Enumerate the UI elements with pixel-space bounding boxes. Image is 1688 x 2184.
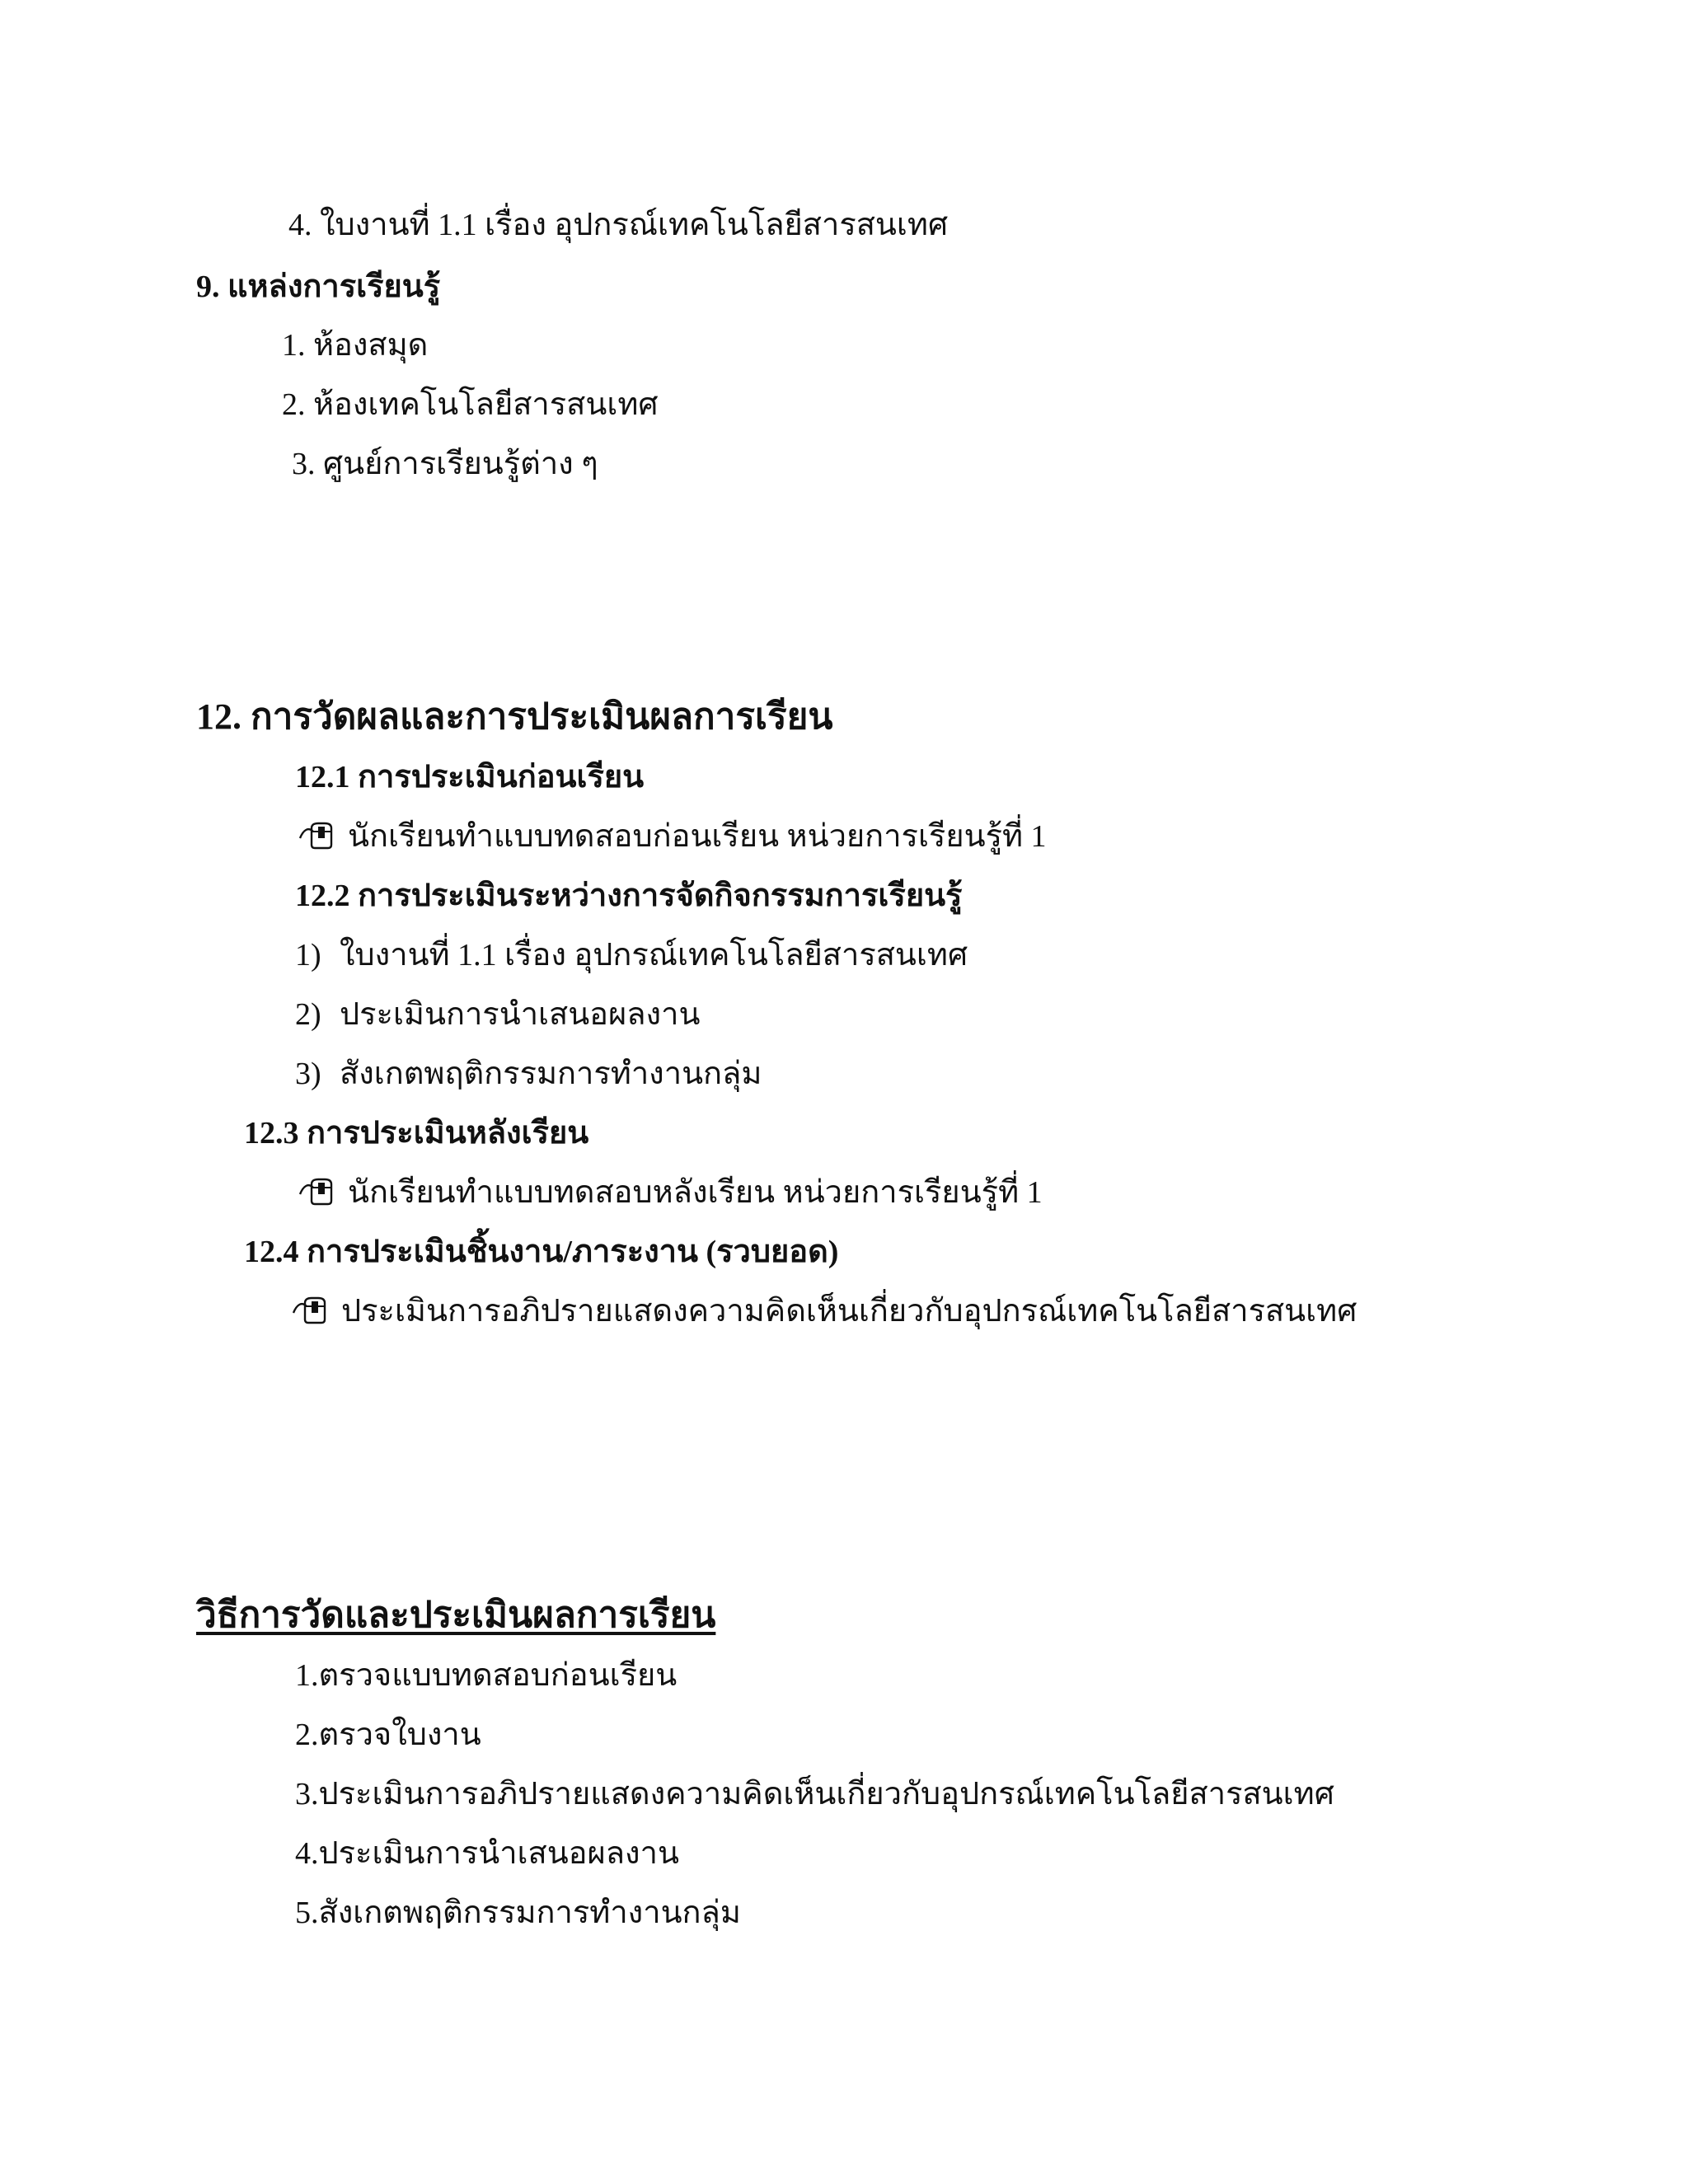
section-12-heading: 12. การวัดผลและการประเมินผลการเรียน <box>196 696 833 737</box>
list-item <box>295 940 968 971</box>
section-9-heading: 9. แหล่งการเรียนรู้ <box>196 269 441 304</box>
resource-item: 2. ห้องเทคโนโลยีสารสนเทศ <box>282 387 659 422</box>
item-text: นักเรียนทำแบบทดสอบหลังเรียน หน่วยการเรียนรู้ที่ 1 <box>348 1175 1043 1210</box>
list-item <box>295 1058 762 1090</box>
item-number: 3) <box>295 1057 321 1091</box>
item-number: 2) <box>295 997 321 1032</box>
item-text: นักเรียนทำแบบทดสอบก่อนเรียน หน่วยการเรียนรู้ที่ 1 <box>348 819 1047 854</box>
subsection-12-3-heading: 12.3 การประเมินหลังเรียน <box>244 1116 589 1151</box>
subsection-12-2-heading: 12.2 การประเมินระหว่างการจัดกิจกรรมการเรียนรู้ <box>295 879 963 913</box>
mouse-pointer-icon <box>298 1178 336 1206</box>
method-item: 2.ตรวจใบงาน <box>295 1718 481 1752</box>
method-item: 5.สังเกตพฤติกรรมการทำงานกลุ่ม <box>295 1896 741 1930</box>
item-text: ประเมินการอภิปรายแสดงความคิดเห็นเกี่ยวกับอุปกรณ์เทคโนโลยีสารสนเทศ <box>341 1294 1357 1329</box>
subsection-12-4-item <box>292 1296 1357 1327</box>
item-text: สังเกตพฤติกรรมการทำงานกลุ่ม <box>340 1057 762 1091</box>
top-list-item: 4. ใบงานที่ 1.1 เรื่อง อุปกรณ์เทคโนโลยีสารสนเทศ <box>288 208 949 242</box>
item-number: 1) <box>295 938 321 972</box>
method-item: 1.ตรวจแบบทดสอบก่อนเรียน <box>295 1658 678 1693</box>
item-text: ใบงานที่ 1.1 เรื่อง อุปกรณ์เทคโนโลยีสารสนเทศ <box>340 938 968 972</box>
method-item: 4.ประเมินการนำเสนอผลงาน <box>295 1836 679 1871</box>
method-item: 3.ประเมินการอภิปรายแสดงความคิดเห็นเกี่ยวกับอุปกรณ์เทคโนโลยีสารสนเทศ <box>295 1777 1334 1811</box>
mouse-pointer-icon <box>298 822 336 850</box>
subsection-12-1-item <box>298 821 1047 852</box>
methods-heading: วิธีการวัดและประเมินผลการเรียน <box>196 1595 716 1635</box>
item-text: ประเมินการนำเสนอผลงาน <box>340 997 701 1032</box>
resource-item: 1. ห้องสมุด <box>282 328 429 363</box>
subsection-12-3-item <box>298 1177 1043 1208</box>
list-item <box>295 999 700 1030</box>
subsection-12-1-heading: 12.1 การประเมินก่อนเรียน <box>295 760 645 794</box>
subsection-12-4-heading: 12.4 การประเมินชิ้นงาน/ภาระงาน (รวบยอด) <box>244 1235 839 1269</box>
mouse-pointer-icon <box>292 1296 330 1324</box>
resource-item: 3. ศูนย์การเรียนรู้ต่าง ๆ <box>292 447 598 481</box>
